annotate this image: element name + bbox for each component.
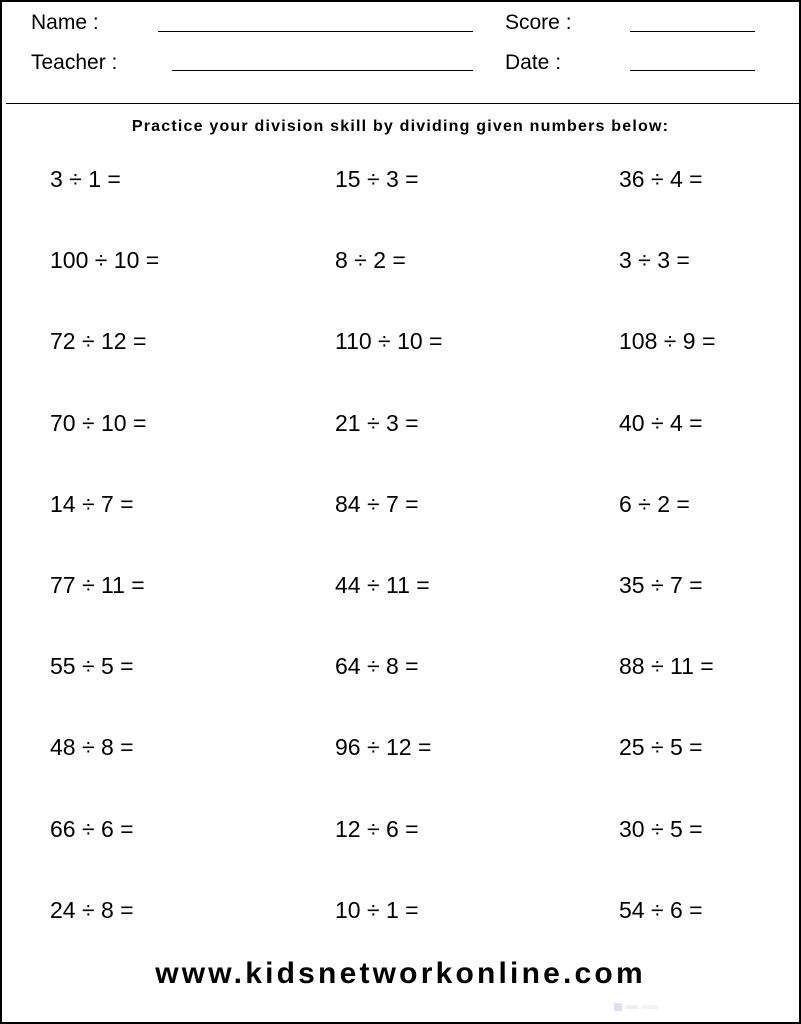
name-label: Name : <box>31 11 99 34</box>
division-problem: 44 ÷ 11 = <box>335 572 430 598</box>
division-problem: 6 ÷ 2 = <box>619 490 690 517</box>
division-problem: 10 ÷ 1 = <box>335 896 419 923</box>
score-label: Score : <box>505 11 572 34</box>
division-problem: 21 ÷ 3 = <box>335 409 419 436</box>
instructions-text: Practice your division skill by dividing given numbers below: <box>131 118 670 135</box>
division-problem: 48 ÷ 8 = <box>50 734 134 761</box>
division-problem: 40 ÷ 4 = <box>619 409 703 436</box>
header-divider <box>6 103 799 104</box>
date-answer-line[interactable] <box>630 70 755 71</box>
division-problem: 25 ÷ 5 = <box>619 734 703 761</box>
division-problem: 88 ÷ 11 = <box>619 653 714 680</box>
division-problem: 8 ÷ 2 = <box>335 247 406 274</box>
division-problem: 55 ÷ 5 = <box>50 653 134 680</box>
division-problem: 3 ÷ 3 = <box>619 247 690 274</box>
division-problem: 36 ÷ 4 = <box>619 166 703 192</box>
teacher-answer-line[interactable] <box>172 70 473 71</box>
division-problem: 84 ÷ 7 = <box>335 490 419 517</box>
division-problem: 100 ÷ 10 = <box>50 247 160 274</box>
division-problem: 110 ÷ 10 = <box>335 328 443 355</box>
division-problem: 54 ÷ 6 = <box>619 896 703 923</box>
worksheet-header <box>2 2 799 102</box>
division-problem: 3 ÷ 1 = <box>50 166 121 192</box>
division-problem: 35 ÷ 7 = <box>619 572 703 598</box>
division-problem: 24 ÷ 8 = <box>50 896 134 923</box>
division-problem: 66 ÷ 6 = <box>50 815 134 842</box>
division-problem: 108 ÷ 9 = <box>619 328 716 355</box>
website-footer: www.kidsnetworkonline.com <box>155 957 646 990</box>
division-problem: 96 ÷ 12 = <box>335 734 432 761</box>
division-problem: 70 ÷ 10 = <box>50 409 147 436</box>
problem-grid <box>2 162 799 942</box>
name-answer-line[interactable] <box>158 31 473 32</box>
division-problem: 77 ÷ 11 = <box>50 572 145 598</box>
date-label: Date : <box>505 51 562 74</box>
division-problem: 14 ÷ 7 = <box>50 490 134 517</box>
watermark-logo-icon <box>612 1000 672 1014</box>
division-problem: 64 ÷ 8 = <box>335 653 419 680</box>
division-problem: 72 ÷ 12 = <box>50 328 147 355</box>
division-problem: 30 ÷ 5 = <box>619 815 703 842</box>
teacher-label: Teacher : <box>31 51 118 74</box>
division-problem: 15 ÷ 3 = <box>335 166 419 192</box>
score-answer-line[interactable] <box>630 31 755 32</box>
division-problem: 12 ÷ 6 = <box>335 815 419 842</box>
